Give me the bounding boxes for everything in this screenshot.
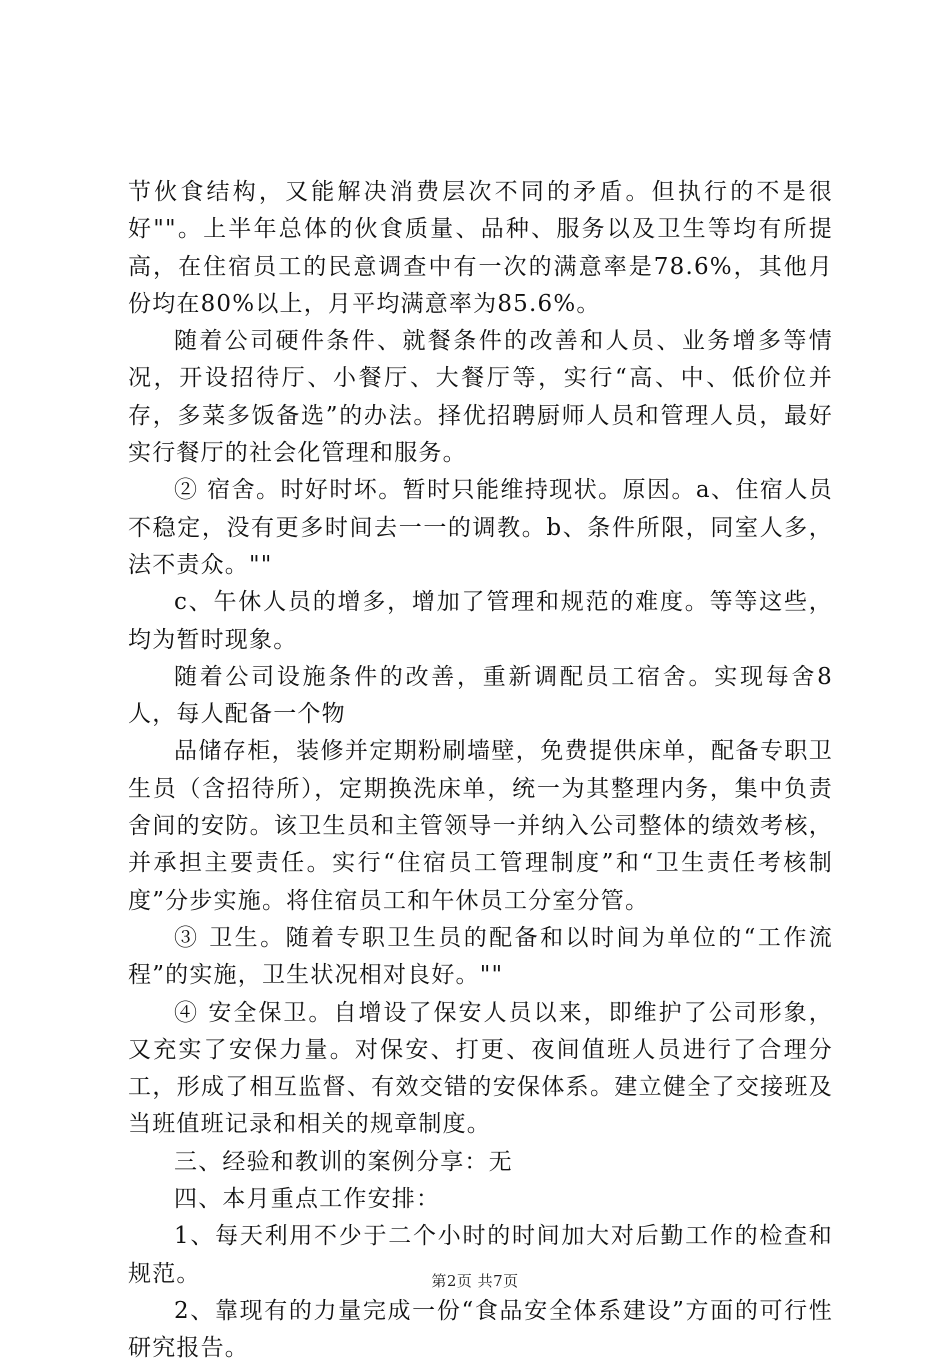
page-number-footer: 第2页 共7页 xyxy=(431,1272,519,1290)
document-body xyxy=(128,174,833,1368)
paragraph: 品储存柜，装修并定期粉刷墙壁，免费提供床单，配备专职卫生员（含招待所），定期换洗床单，统一为其整理内务，集中负责舍间的安防。该卫生员和主管领导一并纳入公司整体的绩效考核，并承担主要责任。实行“住宿员工管理制度”和“卫生责任考核制度”分步实施。将住宿员工和午休员工分室分管。 xyxy=(128,738,833,914)
paragraph: ② 宿舍。时好时坏。暂时只能维持现状。原因。a、住宿人员不稳定，没有更多时间去一一的调教。b、条件所限，同室人多，法不责众。"" xyxy=(128,477,833,578)
paragraph: 1、每天利用不少于二个小时的时间加大对后勤工作的检查和规范。 xyxy=(128,1223,833,1287)
paragraph: 节伙食结构，又能解决消费层次不同的矛盾。但执行的不是很好""。上半年总体的伙食质量、品种、服务以及卫生等均有所提高，在住宿员工的民意调查中有一次的满意率是78.6%，其他月份均在80%以上，月平均满意率为85.6%。 xyxy=(128,179,833,317)
paragraph: ③ 卫生。随着专职卫生员的配备和以时间为单位的“工作流程”的实施，卫生状况相对良好。"" xyxy=(128,924,833,989)
paragraph: 随着公司硬件条件、就餐条件的改善和人员、业务增多等情况，开设招待厅、小餐厅、大餐厅等，实行“高、中、低价位并存，多菜多饭备选”的办法。择优招聘厨师人员和管理人员，最好实行餐厅的社会化管理和服务。 xyxy=(128,328,833,467)
paragraph: 2、靠现有的力量完成一份“食品安全体系建设”方面的可行性研究报告。 xyxy=(128,1297,833,1362)
paragraph: 随着公司设施条件的改善，重新调配员工宿舍。实现每舍8人，每人配备一个物 xyxy=(128,663,833,728)
paragraph: c、午休人员的增多，增加了管理和规范的难度。等等这些，均为暂时现象。 xyxy=(128,589,833,653)
paragraph: ④ 安全保卫。自增设了保安人员以来，即维护了公司形象，又充实了安保力量。对保安、打更、夜间值班人员进行了合理分工，形成了相互监督、有效交错的安保体系。建立健全了交接班及当班值班记录和相关的规章制度。 xyxy=(128,999,833,1138)
paragraph: 三、经验和教训的案例分享：无 xyxy=(174,1148,513,1175)
paragraph: 四、本月重点工作安排： xyxy=(174,1186,441,1213)
